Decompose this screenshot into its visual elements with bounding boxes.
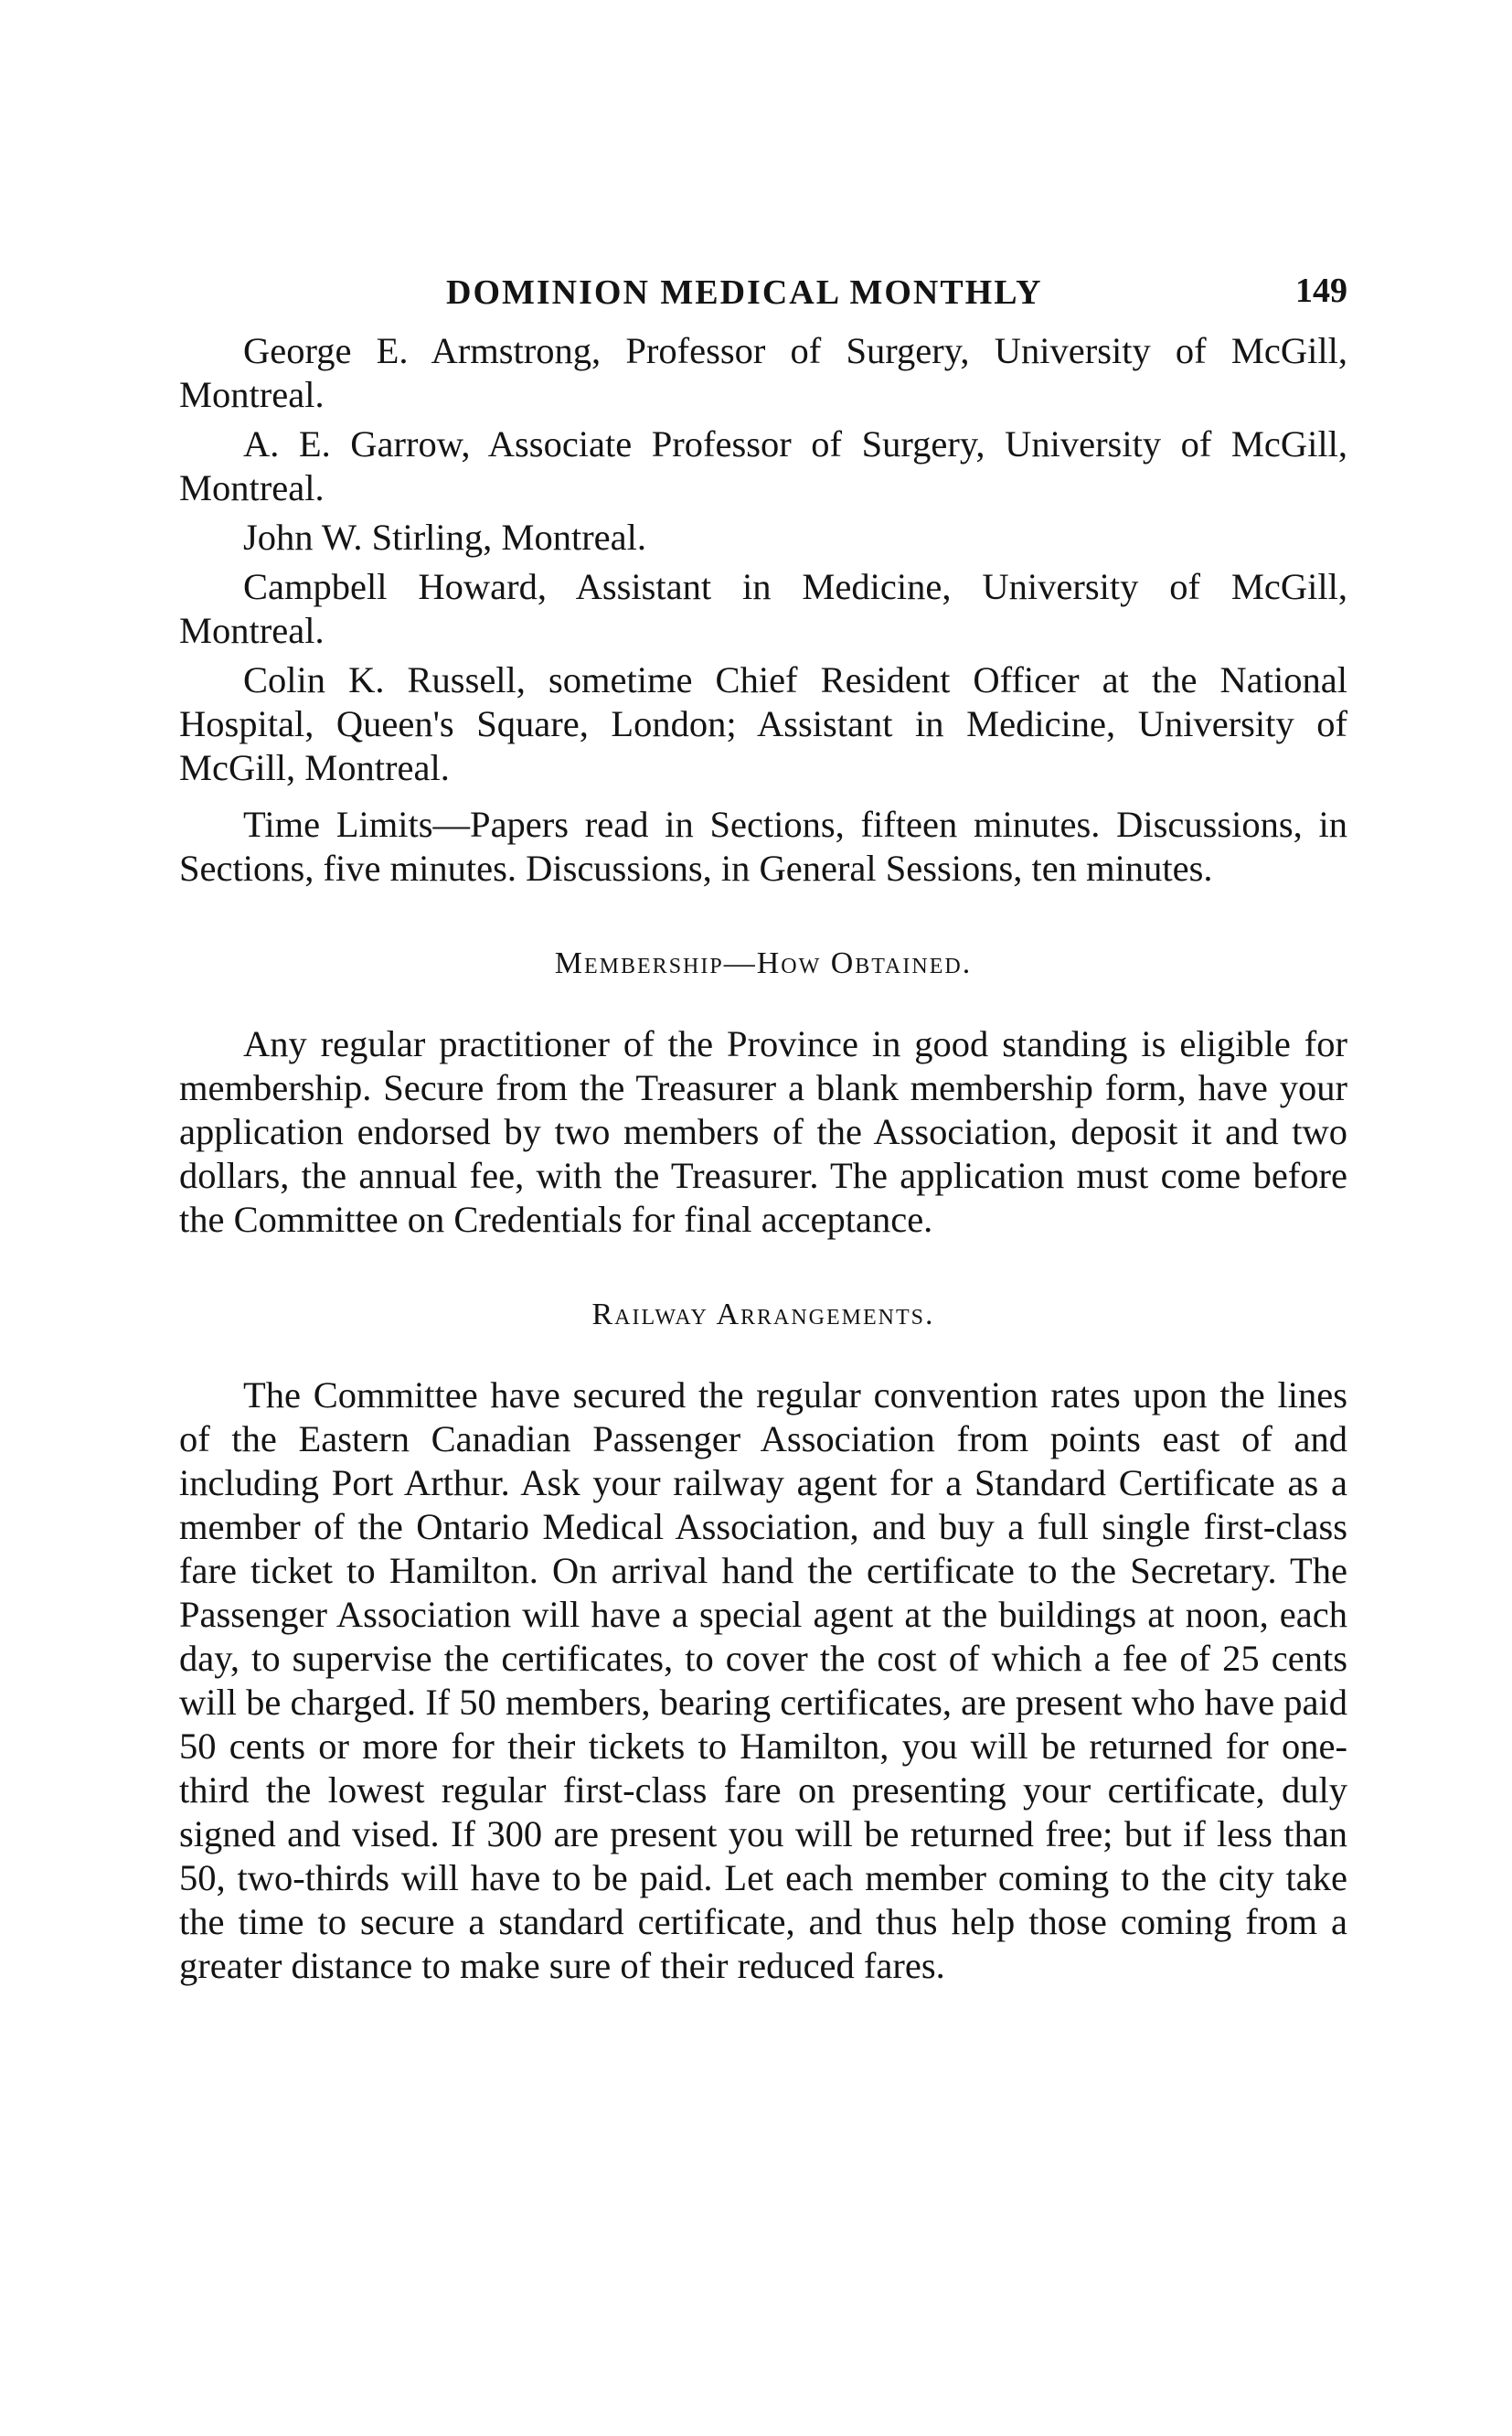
running-head: DOMINION MEDICAL MONTHLY: [446, 273, 1043, 312]
journal-page: [179, 265, 1347, 1995]
membership-heading: Membership—How Obtained.: [554, 946, 973, 980]
committee-entry: Colin K. Russell, sometime Chief Resident Officer at the National Hospital, Queen's Square, London; Assistant in Medicine, University of McGill, Montreal.: [179, 659, 1347, 788]
page-content: [179, 329, 1347, 1988]
railway-paragraph: The Committee have secured the regular convention rates upon the lines of the Eastern Canadian Passenger Association from points east of and including Port Arthur. Ask your railway agent for a Standard Certificate as a member of the Ontario Medical Association, and buy a full single first-class fare ticket to Hamilton. On arrival hand the certificate to the Secretary. The Passenger Association will have a special agent at the buildings at noon, each day, to supervise the certificates, to cover the cost of which a fee of 25 cents will be charged. If 50 members, bearing certificates, are present who have paid 50 cents or more for their tickets to Hamilton, you will be returned for one-third the lowest regular first-class fare on presenting your certificate, duly signed and vised. If 300 are present you will be returned free; but if less than 50, two-thirds will have to be paid. Let each member coming to the city take the time to secure a standard certificate, and thus help those coming from a greater distance to make sure of their reduced fares.: [179, 1374, 1347, 1986]
committee-entry: John W. Stirling, Montreal.: [243, 517, 647, 558]
time-limits-paragraph: Time Limits—Papers read in Sections, fifteen minutes. Discussions, in Sections, five minutes. Discussions, in General Sessions, ten minutes.: [179, 804, 1347, 889]
page-number: 149: [1295, 272, 1347, 310]
membership-paragraph: Any regular practitioner of the Province in good standing is eligible for membership. Secure from the Treasurer a blank membership form, have your application endorsed by two members of the Association, deposit it and two dollars, the annual fee, with the Treasurer. The application must come before the Committee on Credentials for final acceptance.: [179, 1023, 1347, 1240]
page-header: [179, 265, 1347, 329]
committee-entry: A. E. Garrow, Associate Professor of Surgery, University of McGill, Montreal.: [179, 423, 1347, 508]
committee-entry: George E. Armstrong, Professor of Surgery, University of McGill, Montreal.: [179, 330, 1347, 415]
committee-entry: Campbell Howard, Assistant in Medicine, University of McGill, Montreal.: [179, 566, 1347, 651]
railway-heading: Railway Arrangements.: [591, 1298, 935, 1331]
